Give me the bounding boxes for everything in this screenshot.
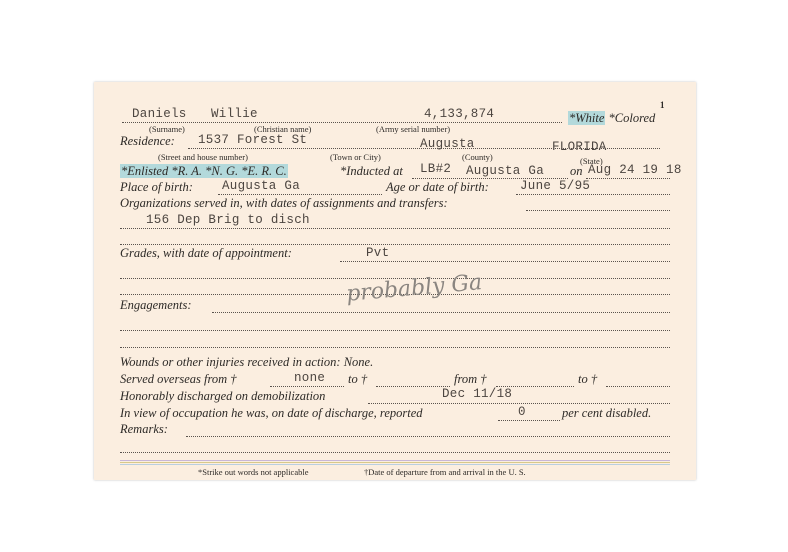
footer-strike-note: *Strike out words not applicable <box>198 467 309 477</box>
on-label: on <box>570 164 583 178</box>
christian-name-hint: (Christian name) <box>254 124 312 134</box>
place-of-birth-label: Place of birth: <box>120 180 193 194</box>
birth-place-value: Augusta Ga <box>222 179 301 193</box>
christian-name-value: Willie <box>211 107 258 121</box>
residence-line <box>188 148 660 149</box>
organizations-label: Organizations served in, with dates of assignments and transfers: <box>120 196 448 210</box>
street-hint: (Street and house number) <box>158 152 248 162</box>
residence-label: Residence: <box>120 134 175 148</box>
remarks-line-1 <box>120 452 670 453</box>
handwritten-note: probably Ga <box>345 270 484 307</box>
inducted-place-value: LB#2 <box>420 162 452 176</box>
to-label-1: to † <box>348 372 368 386</box>
engagements-line-0 <box>212 312 670 313</box>
enlisted-label: *Enlisted *R. A. *N. G. *E. R. C. <box>121 164 287 178</box>
footer-rule-middle <box>120 462 670 463</box>
organizations-line-0 <box>526 210 670 211</box>
birth-date-value: June 5/95 <box>520 179 591 193</box>
engagements-label: Engagements: <box>120 298 192 312</box>
engagements-line-2 <box>120 347 670 348</box>
serial-value: 4,133,874 <box>424 107 495 121</box>
remarks-label: Remarks: <box>120 422 168 436</box>
organization-value: 156 Dep Brig to disch <box>146 213 310 227</box>
occupation-label: In view of occupation he was, on date of discharge, reported <box>120 406 423 420</box>
race-options <box>568 111 655 126</box>
birth-place-line <box>218 194 382 195</box>
to-label-2: to † <box>578 372 598 386</box>
overseas-line-3 <box>606 386 670 387</box>
colored-label: *Colored <box>608 111 656 125</box>
age-birth-label: Age or date of birth: <box>386 180 489 194</box>
discharge-date-value: Dec 11/18 <box>442 387 513 401</box>
grades-label: Grades, with date of appointment: <box>120 246 292 260</box>
serial-hint: (Army serial number) <box>376 124 451 134</box>
white-label: *White <box>569 111 605 125</box>
served-overseas-label: Served overseas from † <box>120 372 237 386</box>
grades-line-0 <box>340 261 670 262</box>
per-cent-label: per cent disabled. <box>562 406 652 420</box>
grade-value: Pvt <box>366 246 390 260</box>
surname-value: Daniels <box>132 107 187 121</box>
county-value: Augusta Ga <box>466 164 545 178</box>
remarks-line-0 <box>186 436 670 437</box>
organizations-line-2 <box>120 244 670 245</box>
state-value: FLORIDA <box>552 140 607 154</box>
inducted-date-value: Aug 24 19 18 <box>588 163 682 177</box>
town-hint: (Town or City) <box>330 152 381 162</box>
street-value: 1537 Forest St <box>198 133 308 147</box>
inducted-at-label: *Inducted at <box>340 164 403 178</box>
name-line <box>122 122 562 123</box>
card-number: 1 <box>660 100 665 110</box>
disabled-line <box>498 420 560 421</box>
organizations-line-1 <box>120 228 670 229</box>
surname-hint: (Surname) <box>149 124 185 134</box>
from-label: from † <box>454 372 487 386</box>
footer-rule-bottom <box>120 464 670 465</box>
city-value: Augusta <box>420 137 475 151</box>
wounds-label: Wounds or other injuries received in action: None. <box>120 355 374 369</box>
overseas-from-value: none <box>294 371 326 385</box>
overseas-line-0 <box>270 386 344 387</box>
discharge-line <box>368 403 670 404</box>
county-hint: (County) <box>462 152 493 162</box>
state-hint: (State) <box>580 156 603 166</box>
disabled-percent-value: 0 <box>518 405 526 419</box>
overseas-line-1 <box>376 386 450 387</box>
footer-rule-top <box>120 460 670 461</box>
honorably-label: Honorably discharged on demobilization <box>120 389 326 403</box>
birth-date-line <box>516 194 670 195</box>
service-record-card <box>94 82 696 480</box>
inducted-date-line <box>586 178 670 179</box>
engagements-line-1 <box>120 330 670 331</box>
footer-dagger-note: †Date of departure from and arrival in the U. S. <box>364 467 526 477</box>
